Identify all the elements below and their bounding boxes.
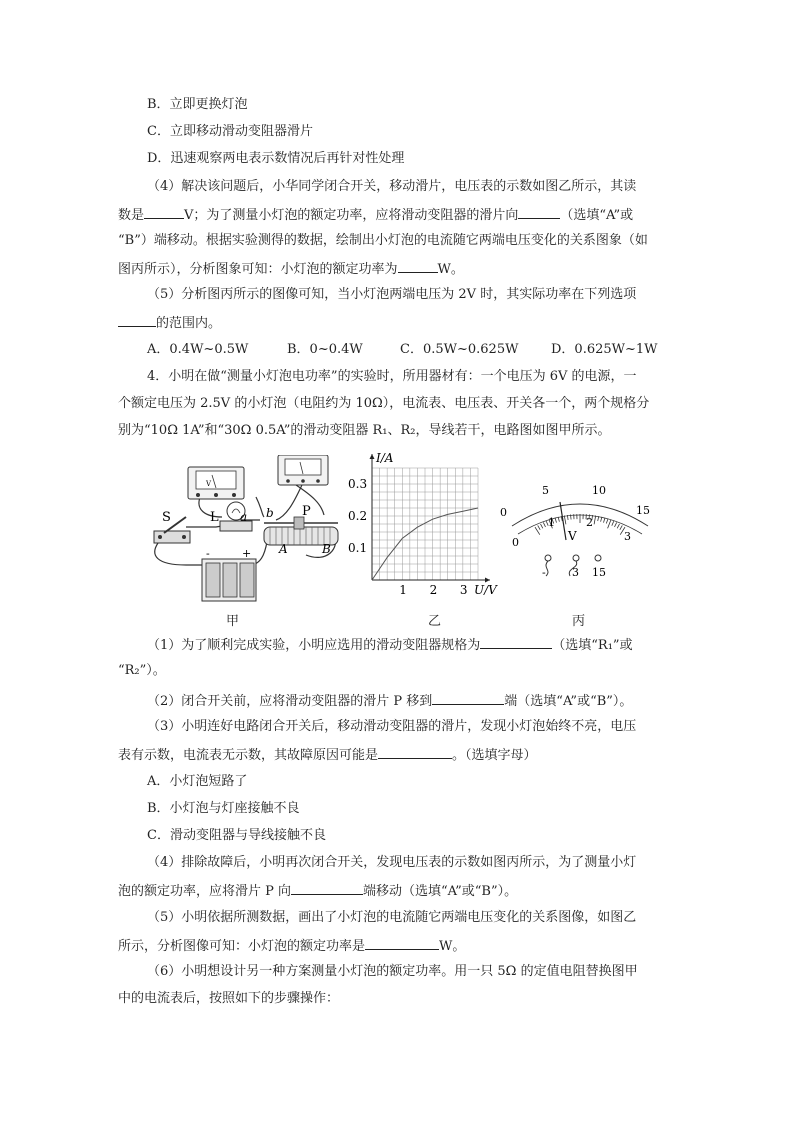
figure-label-jia: 甲 — [226, 614, 240, 629]
terminal-label-15: 15 — [592, 566, 606, 579]
x-tick-label: 1 — [399, 583, 407, 597]
y-tick-label: 0.3 — [348, 477, 368, 491]
sub3-line-2 — [118, 744, 537, 766]
q5-option-b: B．0~0.4W — [287, 342, 363, 357]
y-tick-label: 0.2 — [348, 509, 368, 523]
dial-unit: V — [568, 529, 577, 543]
chart-ticks — [348, 477, 467, 597]
sub1-line-2: “R₂”）。 — [118, 663, 166, 678]
answer-blank — [480, 634, 552, 649]
sub5-line-2 — [118, 935, 465, 957]
dial-bottom-tick-0: 0 — [512, 536, 519, 549]
dial-tick-mark — [564, 516, 566, 525]
ammeter-device — [278, 455, 328, 485]
answer-blank — [398, 258, 438, 273]
dial-top-tick-5: 5 — [542, 484, 549, 497]
problem4-line-3: 别为“10Ω 1A”和“30Ω 0.5A”的滑动变阻器 R₁、R₂，导线若干，电路图如图甲所示。 — [118, 423, 611, 438]
dial-tick-mark — [541, 524, 543, 528]
q5-option-c: C．0.5W~0.625W — [400, 342, 519, 357]
svg-text:V: V — [206, 480, 212, 488]
q3-option-b: B．立即更换灯泡 — [147, 97, 248, 112]
sub1-text: （选填“R₁”或 — [552, 638, 633, 653]
terminal-label-3: 3 — [572, 566, 579, 579]
terminal-3 — [573, 555, 579, 561]
dial-tick-mark — [555, 518, 557, 523]
dial-bottom-tick-1: 1 — [548, 516, 555, 529]
problem4-line-2: 个额定电压为 2.5V 的小灯泡（电阻约为 10Ω），电流表、电压表、开关各一个，两个规格分 — [118, 396, 650, 411]
lamp — [220, 502, 252, 531]
answer-blank — [291, 880, 363, 895]
y-tick-label: 0.1 — [348, 541, 368, 555]
voltmeter-device — [188, 467, 244, 499]
dial-tick-mark — [620, 525, 623, 529]
dial-tick-mark — [604, 518, 606, 523]
sub2-line — [147, 690, 632, 712]
sub3-text: 。（选填字母） — [452, 748, 537, 763]
chart-ylabel: I/A — [376, 451, 394, 465]
dial-top-tick-15: 15 — [636, 504, 650, 517]
sub4-text: 泡的额定功率，应将滑片 P 向 — [118, 884, 292, 899]
sub5-line-1: （5）小明依据所测数据，画出了小灯泡的电流随它两端电压变化的关系图像，如图乙 — [147, 910, 637, 925]
dial-top-tick-10: 10 — [592, 484, 606, 497]
dial-tick-mark — [606, 519, 608, 524]
terminal-neg — [545, 555, 551, 561]
label-b-terminal: b — [266, 506, 274, 520]
problem4-line-1: 4．小明在做“测量小灯泡电功率”的实验时，所用器材有：一个电压为 6V 的电源，一 — [147, 369, 637, 384]
dial-bottom-tick-2: 2 — [586, 516, 593, 529]
q4-text: W。 — [437, 262, 464, 277]
answer-blank — [118, 312, 156, 327]
dial-tick-mark — [594, 516, 596, 525]
switch — [154, 517, 190, 543]
label-s: S — [162, 510, 171, 525]
sub4-line-2 — [118, 880, 517, 902]
terminal-label-neg: - — [542, 566, 546, 579]
q4-line-3: “B”）端移动。根据实验测得的数据，绘制出小灯泡的电流随它两端电压变化的关系图象（如 — [118, 233, 648, 248]
q4-text: 图丙所示），分析图象可知：小灯泡的额定功率为 — [118, 262, 398, 277]
iu-chart — [340, 450, 500, 600]
dial-tick-mark — [612, 521, 614, 526]
q5-line-1: （5）分析图丙所示的图像可知，当小灯泡两端电压为 2V 时，其实际功率在下列选项 — [147, 287, 637, 302]
q3-option-d: D．迅速观察两电表示数情况后再针对性处理 — [147, 151, 405, 166]
sub3-option-c: C．滑动变阻器与导线接触不良 — [147, 828, 326, 843]
answer-blank — [378, 744, 452, 759]
terminal-15 — [595, 555, 601, 561]
answer-blank — [432, 690, 504, 705]
dial-bottom-tick-3: 3 — [624, 530, 631, 543]
sub6-line-1: （6）小明想设计另一种方案测量小灯泡的额定功率。用一只 5Ω 的定值电阻替换图甲 — [147, 964, 638, 979]
x-axis-arrow — [485, 578, 490, 583]
q5-option-d: D．0.625W~1W — [551, 342, 658, 357]
figure-label-yi: 乙 — [428, 614, 442, 629]
sub4-text: 端移动（选填“A”或“B”）。 — [363, 884, 518, 899]
q4-text: V；为了测量小灯泡的额定功率，应将滑动变阻器的滑片向 — [184, 208, 519, 223]
rheostat — [264, 517, 338, 545]
q3-option-c: C．立即移动滑动变阻器滑片 — [147, 124, 313, 139]
label-a-end: A — [279, 542, 288, 556]
answer-blank — [365, 935, 439, 950]
q5-option-a: A．0.4W~0.5W — [147, 342, 249, 357]
x-tick-label: 2 — [429, 583, 438, 597]
q5-line-2 — [118, 312, 221, 334]
label-plus: + — [242, 547, 252, 560]
dial-tick-mark — [543, 522, 545, 527]
chart-axes — [370, 454, 491, 583]
sub2-text: （2）闭合开关前，应将滑动变阻器的滑片 P 移到 — [147, 694, 433, 709]
answer-blank — [518, 204, 560, 219]
label-minus: - — [206, 547, 210, 560]
q5-text: 的范围内。 — [156, 316, 222, 331]
voltmeter-dial — [496, 478, 666, 588]
label-p: P — [302, 504, 311, 519]
circuit-diagram — [146, 455, 356, 605]
answer-blank — [144, 204, 184, 219]
chart-grid — [372, 468, 478, 580]
sub3-line-1: （3）小明连好电路闭合开关后，移动滑动变阻器的滑片，发现小灯泡始终不亮，电压 — [147, 719, 637, 734]
q4-line-1: （4）解决该问题后，小华同学闭合开关，移动滑片，电压表的示数如图乙所示，其读 — [147, 179, 637, 194]
sub3-text: 表有示数，电流表无示数，其故障原因可能是 — [118, 748, 379, 763]
label-a-terminal: a — [240, 510, 248, 524]
chart-xlabel: U/V — [474, 583, 497, 597]
q4-line-2 — [118, 204, 633, 226]
sub3-option-b: B．小灯泡与灯座接触不良 — [147, 801, 300, 816]
q5-options — [147, 340, 667, 360]
label-b-end: B — [322, 542, 331, 556]
label-l: L — [210, 510, 219, 525]
dial-tick-mark — [538, 525, 541, 529]
sub1-line-1 — [147, 634, 633, 656]
dial-tick-mark — [608, 520, 611, 528]
q4-text: 数是 — [118, 208, 145, 223]
dial-top-tick-0: 0 — [500, 506, 507, 519]
dial-tick-mark — [615, 522, 617, 527]
sub6-line-2: 中的电流表后，按照如下的步骤操作： — [118, 991, 340, 1006]
y-axis-arrow — [370, 454, 375, 459]
sub2-text: 端（选填“A”或“B”）。 — [504, 694, 633, 709]
sub5-text: W。 — [439, 939, 466, 954]
battery-pack — [202, 559, 256, 601]
q4-text: （选填“A”或 — [560, 208, 634, 223]
figure-label-bing: 丙 — [572, 614, 586, 629]
wire-neg — [546, 561, 548, 576]
q4-line-4 — [118, 258, 464, 280]
sub1-text: （1）为了顺利完成实验，小明应选用的滑动变阻器规格为 — [147, 638, 481, 653]
sub3-option-a: A．小灯泡短路了 — [147, 774, 248, 789]
x-tick-label: 3 — [459, 583, 468, 597]
sub4-line-1: （4）排除故障后，小明再次闭合开关，发现电压表的示数如图丙所示，为了测量小灯 — [147, 855, 637, 870]
dial-tick-mark — [617, 524, 619, 528]
sub5-text: 所示，分析图像可知：小灯泡的额定功率是 — [118, 939, 366, 954]
